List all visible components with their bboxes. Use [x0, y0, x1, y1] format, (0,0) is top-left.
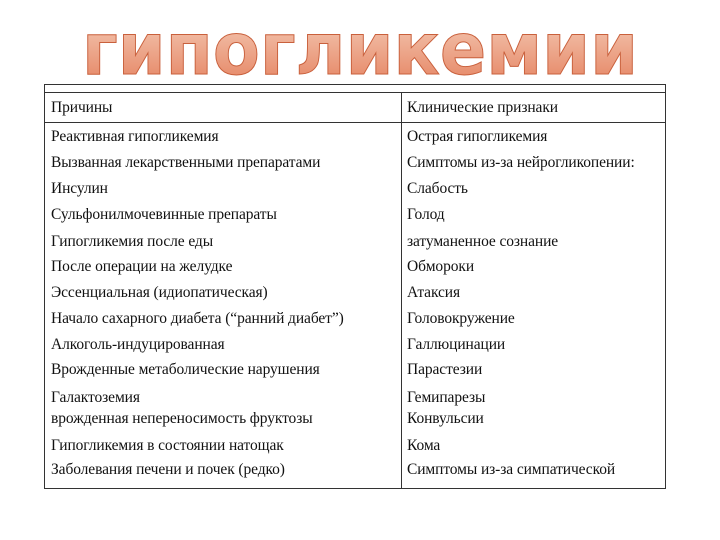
header-clinical-signs: Клинические признаки — [407, 99, 558, 116]
sign-item: Конвульсии — [407, 410, 484, 427]
cause-item: Вызванная лекарственными препаратами — [51, 154, 321, 171]
sign-item: Голод — [407, 206, 445, 223]
cause-item: Алкоголь-индуцированная — [51, 336, 225, 353]
sign-item: Симптомы из-за симпатической — [407, 461, 616, 478]
sign-item: Парастезии — [407, 361, 483, 378]
table-header-row — [45, 94, 665, 123]
sign-item: Кома — [407, 437, 441, 454]
cause-item: Сульфонилмочевинные препараты — [51, 206, 277, 223]
cause-item: Реактивная гипогликемия — [51, 128, 219, 145]
sign-item: Симптомы из-за нейрогликопении: — [407, 154, 635, 171]
cause-item: Гипогликемия после еды — [51, 233, 214, 250]
sign-item: Слабость — [407, 180, 468, 197]
sign-item: Головокружение — [407, 310, 515, 327]
slide-title-wordart — [0, 0, 720, 80]
cause-item: Гипогликемия в состоянии натощак — [51, 437, 284, 454]
cause-item: Инсулин — [51, 180, 108, 197]
slide-title — [0, 0, 720, 80]
cause-item: Заболевания печени и почек (редко) — [51, 461, 285, 478]
sign-item: Гемипарезы — [407, 389, 486, 406]
cause-item: Начало сахарного диабета (“ранний диабет”) — [51, 310, 344, 327]
sign-item: затуманенное сознание — [407, 233, 559, 250]
cause-item: После операции на желудке — [51, 258, 233, 275]
cause-item: Врожденные метаболические нарушения — [51, 361, 320, 378]
cause-item: Галактоземия — [51, 389, 140, 406]
sign-item: Острая гипогликемия — [407, 128, 548, 145]
column-divider — [401, 93, 402, 488]
cause-item: врожденная непереносимость фруктозы — [51, 410, 313, 427]
sign-item: Атаксия — [407, 284, 461, 301]
header-causes: Причины — [51, 99, 113, 116]
sign-item: Галлюцинации — [407, 336, 506, 353]
slide-title-text: гипогликемии — [82, 7, 638, 80]
cause-item: Эссенциальная (идиопатическая) — [51, 284, 268, 301]
hypoglycemia-table — [44, 84, 666, 489]
sign-item: Обмороки — [407, 258, 475, 275]
